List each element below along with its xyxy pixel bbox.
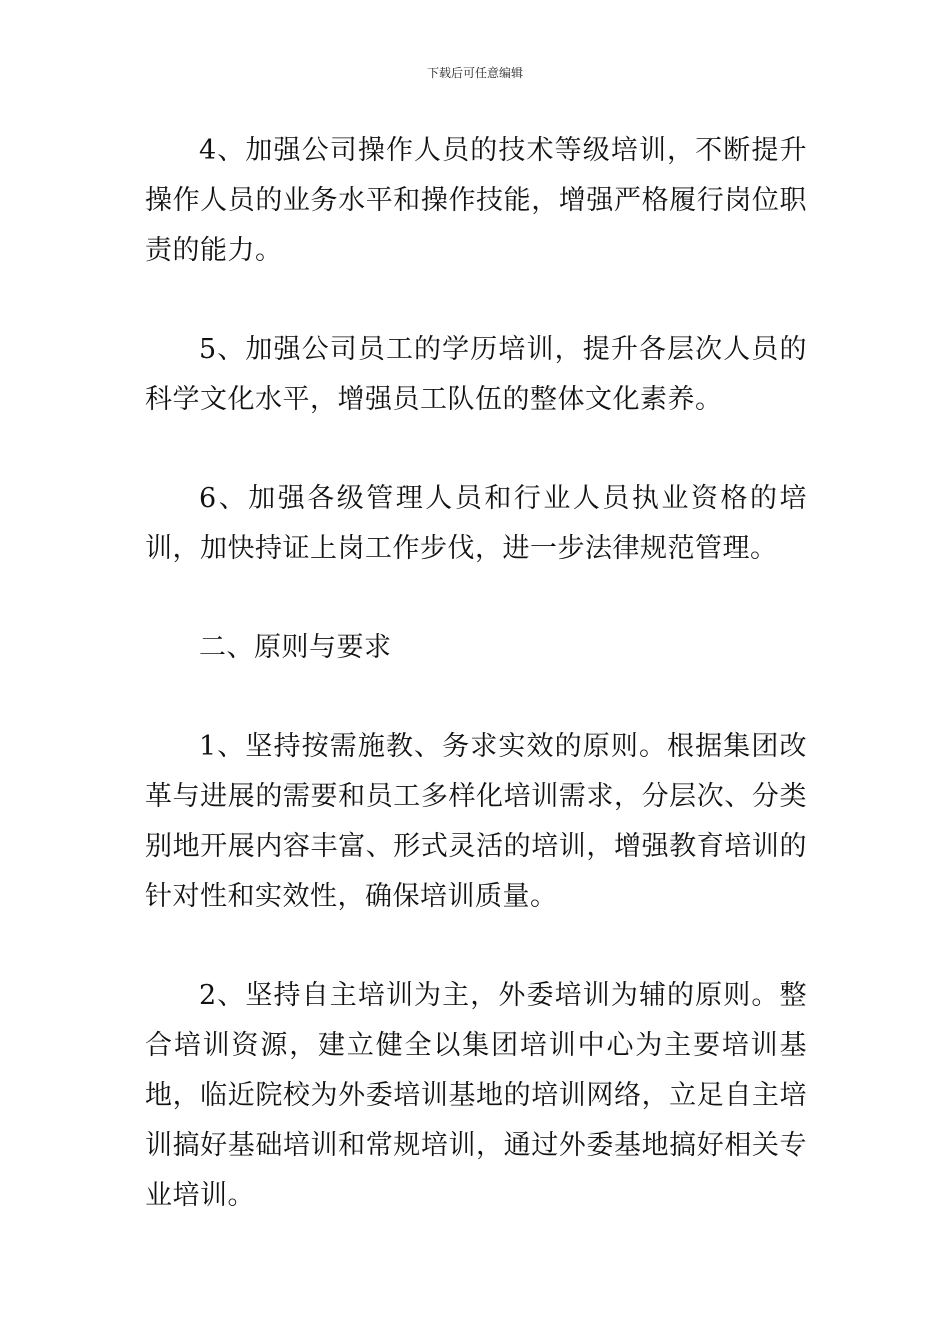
paragraph-item-6: 6、加强各级管理人员和行业人员执业资格的培训，加快持证上岗工作步伐，进一步法律规范管理。 [145,483,807,564]
principle-item-1: 1、坚持按需施教、务求实效的原则。根据集团改革与进展的需要和员工多样化培训需求，分层次、分类别地开展内容丰富、形式灵活的培训，增强教育培训的针对性和实效性，确保培训质量。 [145,731,807,912]
section-heading: 二、原则与要求 [199,632,392,663]
paragraph-item-4: 4、加强公司操作人员的技术等级培训，不断提升操作人员的业务水平和操作技能，增强严格履行岗位职责的能力。 [145,135,807,266]
principle-item-2: 2、坚持自主培训为主，外委培训为辅的原则。整合培训资源，建立健全以集团培训中心为主要培训基地，临近院校为外委培训基地的培训网络，立足自主培训搞好基础培训和常规培训，通过外委基地搞好相关专业培训。 [145,980,807,1211]
paragraph-item-5: 5、加强公司员工的学历培训，提升各层次人员的科学文化水平，增强员工队伍的整体文化素养。 [145,334,807,415]
header-note: 下载后可任意编辑 [426,66,523,80]
